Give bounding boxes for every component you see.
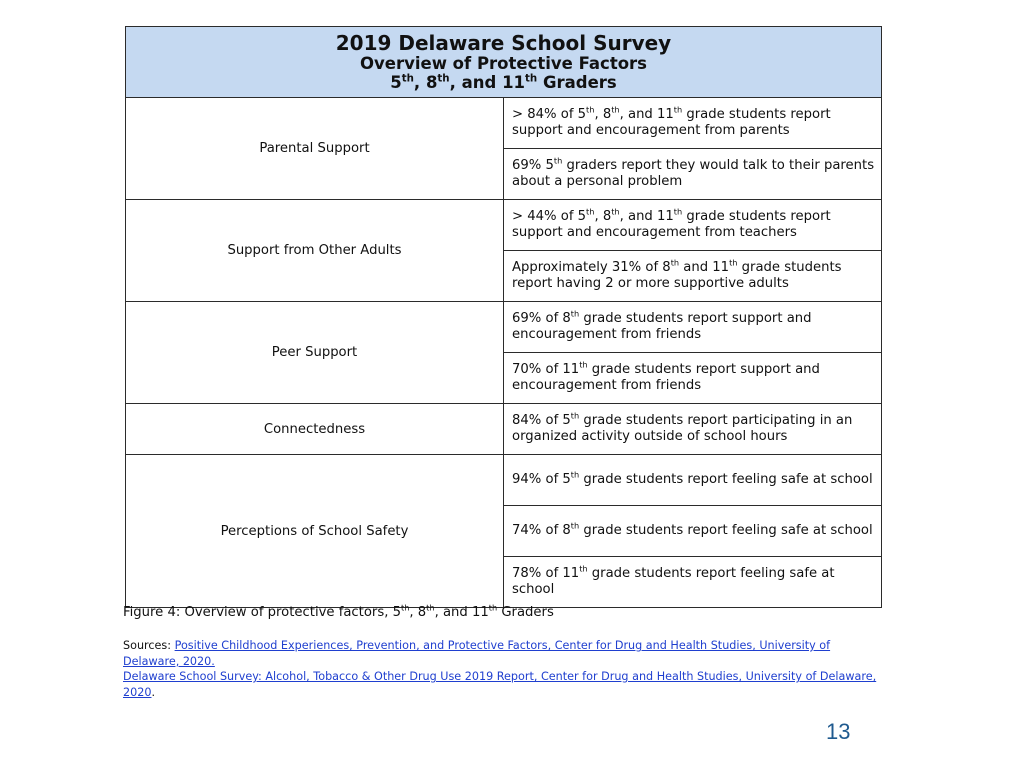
table-row [126, 98, 882, 149]
finding-text: 70% of 11th grade students report support and encouragement from friends [512, 359, 820, 393]
category-cell: Parental Support [126, 98, 504, 200]
finding-cell [504, 353, 882, 404]
table-title-line2: Overview of Protective Factors [359, 53, 648, 73]
finding-cell [504, 251, 882, 302]
category-cell: Perceptions of School Safety [126, 455, 504, 608]
category-cell: Peer Support [126, 302, 504, 404]
finding-cell [504, 200, 882, 251]
table-title-line3: 5th, 8th, and 11th Graders [390, 72, 617, 92]
table-row [126, 200, 882, 251]
finding-text: > 44% of 5th, 8th, and 11th grade students report support and encouragement from teachers [512, 206, 831, 240]
finding-cell [504, 149, 882, 200]
finding-cell [504, 404, 882, 455]
source-link-childhood-experiences[interactable]: Positive Childhood Experiences, Prevention, and Protective Factors, Center for Drug and Health Studies, University of Delaware, 2020. [123, 639, 831, 668]
finding-cell [504, 302, 882, 353]
finding-text: 78% of 11th grade students report feeling safe at school [512, 563, 835, 597]
table-body [126, 98, 882, 608]
sources-label: Sources: [123, 639, 172, 652]
table-row [126, 404, 882, 455]
finding-text: > 84% of 5th, 8th, and 11th grade students report support and encouragement from parents [512, 104, 831, 138]
finding-text: 94% of 5th grade students report feeling safe at school [512, 469, 873, 487]
category-cell: Connectedness [126, 404, 504, 455]
category-cell: Support from Other Adults [126, 200, 504, 302]
table-title [126, 27, 882, 98]
sources: Sources: Positive Childhood Experiences, Prevention, and Protective Factors, Center for Drug and Health Studies, University of Delaware, 2020. Delaware School Survey: Alcohol, Tobacco & Other Drug Use 2019 Report, Center for Drug and Health Studies, University of Delaware, 2020. [123, 639, 877, 699]
page-number: 13 [826, 719, 851, 744]
finding-cell [504, 98, 882, 149]
finding-text: 74% of 8th grade students report feeling safe at school [512, 520, 873, 538]
protective-factors-table [125, 26, 882, 608]
finding-cell [504, 455, 882, 506]
table-row [126, 455, 882, 506]
source-link-delaware-school-survey[interactable]: Delaware School Survey: Alcohol, Tobacco & Other Drug Use 2019 Report, Center for Drug and Health Studies, University of Delaware, 2020 [123, 670, 877, 699]
finding-text: 69% of 8th grade students report support and encouragement from friends [512, 308, 812, 342]
table-row [126, 302, 882, 353]
table-title-line1: 2019 Delaware School Survey [335, 30, 672, 55]
finding-text: 84% of 5th grade students report participating in an organized activity outside of school hours [512, 410, 853, 444]
finding-text: Approximately 31% of 8th and 11th grade students report having 2 or more supportive adults [512, 257, 842, 291]
finding-text: 69% 5th graders report they would talk to their parents about a personal problem [512, 155, 875, 189]
figure-caption: Figure 4: Overview of protective factors, 5th, 8th, and 11th Graders [123, 602, 554, 620]
finding-cell [504, 557, 882, 608]
finding-cell [504, 506, 882, 557]
